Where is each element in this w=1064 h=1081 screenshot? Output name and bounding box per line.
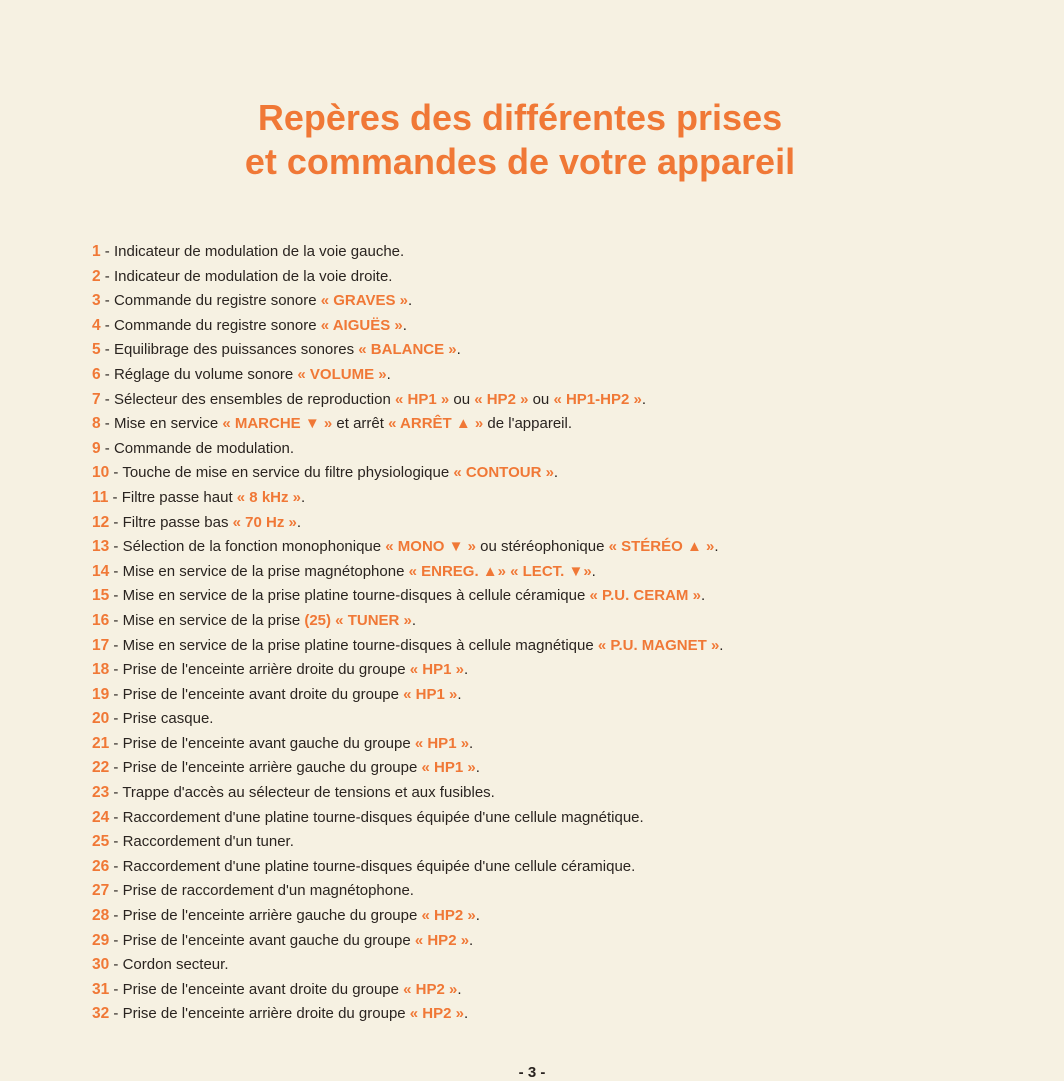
- item-label-highlight: « VOLUME »: [297, 365, 387, 383]
- item-number: 23: [92, 784, 110, 802]
- item-number: 30: [92, 956, 110, 974]
- legend-list: [92, 240, 723, 1027]
- item-text: Raccordement d'un tuner.: [122, 833, 294, 851]
- item-label-highlight: « HP1 »: [394, 390, 450, 408]
- item-separator: -: [109, 538, 123, 556]
- item-label-highlight: (25) « TUNER »: [304, 611, 412, 629]
- item-number: 1: [92, 243, 101, 260]
- legend-item: [92, 486, 723, 511]
- legend-item: [92, 289, 723, 314]
- item-text: Trappe d'accès au sélecteur de tensions et aux fusibles.: [122, 784, 495, 802]
- item-number: 9: [92, 439, 101, 457]
- item-separator: -: [100, 341, 114, 359]
- item-text: .: [464, 1005, 469, 1023]
- item-text: Commande de modulation.: [113, 439, 295, 457]
- item-text: Mise en service de la prise magnétophone: [122, 562, 409, 580]
- item-number: 11: [92, 488, 109, 506]
- item-label-highlight: « HP2 »: [409, 1005, 464, 1023]
- legend-item: [92, 830, 723, 855]
- item-number: 3: [92, 292, 101, 310]
- item-number: 2: [92, 267, 101, 285]
- page-number: - 3 -: [518, 1064, 546, 1081]
- item-separator: -: [109, 562, 123, 580]
- item-label-highlight: « P.U. CERAM »: [589, 587, 701, 605]
- legend-item: [92, 511, 723, 536]
- item-text: .: [469, 734, 474, 752]
- item-text: ou: [528, 390, 554, 408]
- legend-item: [92, 609, 723, 634]
- item-separator: -: [109, 734, 123, 752]
- item-separator: -: [109, 710, 123, 728]
- item-separator: -: [109, 808, 123, 826]
- legend-item: [92, 388, 723, 413]
- legend-item: [92, 363, 723, 388]
- item-number: 22: [92, 759, 110, 777]
- item-label-highlight: « BALANCE »: [358, 341, 457, 359]
- page-title-line-2: et commandes de votre appareil: [244, 141, 796, 182]
- item-label-highlight: « HP2 »: [414, 931, 470, 949]
- item-label-highlight: « 70 Hz »: [232, 513, 297, 531]
- item-label-highlight: « HP2 »: [421, 907, 476, 925]
- item-text: Indicateur de modulation de la voie droite.: [113, 267, 393, 285]
- item-number: 32: [92, 1005, 110, 1023]
- legend-item: [92, 978, 723, 1003]
- item-text: Prise de raccordement d'un magnétophone.: [122, 882, 414, 900]
- item-text: Filtre passe bas: [122, 513, 233, 531]
- item-number: 31: [92, 980, 110, 998]
- item-number: 6: [92, 365, 101, 383]
- item-separator: -: [109, 636, 123, 654]
- item-number: 12: [92, 513, 110, 531]
- item-text: et arrêt: [332, 415, 389, 433]
- item-text: Filtre passe haut: [121, 488, 237, 506]
- item-number: 5: [92, 341, 101, 359]
- item-separator: -: [109, 759, 123, 777]
- legend-item: [92, 535, 723, 560]
- item-text: Equilibrage des puissances sonores: [113, 341, 359, 359]
- item-number: 16: [92, 611, 110, 629]
- item-text: .: [296, 513, 302, 531]
- item-text: Raccordement d'une platine tourne-disques équipée d'une cellule magnétique.: [122, 808, 644, 826]
- item-separator: -: [109, 956, 123, 974]
- item-separator: -: [109, 661, 123, 679]
- item-number: 29: [92, 931, 110, 949]
- item-label-highlight: « HP1 »: [403, 685, 458, 703]
- item-separator: -: [100, 292, 114, 310]
- item-text: Mise en service de la prise platine tourne-disques à cellule magnétique: [122, 636, 598, 654]
- item-text: Touche de mise en service du filtre physiologique: [122, 464, 454, 482]
- item-separator: -: [109, 931, 123, 949]
- item-text: Prise de l'enceinte arrière gauche du groupe: [122, 907, 422, 925]
- item-separator: -: [100, 243, 114, 260]
- item-label-highlight: « 8 kHz »: [236, 488, 302, 506]
- legend-item: [92, 707, 723, 732]
- item-number: 18: [92, 661, 110, 679]
- item-separator: -: [109, 980, 123, 998]
- item-text: Prise casque.: [122, 710, 214, 728]
- item-text: Prise de l'enceinte avant droite du groupe: [122, 980, 404, 998]
- item-number: 17: [92, 636, 110, 654]
- legend-item: [92, 855, 723, 880]
- item-number: 7: [92, 390, 101, 408]
- item-text: Mise en service: [113, 415, 223, 433]
- item-label-highlight: « HP1 »: [414, 734, 470, 752]
- item-label-highlight: « GRAVES »: [320, 292, 409, 310]
- item-label-highlight: « ARRÊT ▲ »: [388, 415, 484, 433]
- item-separator: -: [109, 833, 123, 851]
- item-number: 13: [92, 538, 110, 556]
- item-text: .: [700, 587, 706, 605]
- item-text: Cordon secteur.: [122, 956, 229, 974]
- item-text: Prise de l'enceinte arrière droite du groupe: [122, 1005, 410, 1023]
- legend-item: [92, 781, 723, 806]
- legend-item: [92, 904, 723, 929]
- item-label-highlight: « STÉRÉO ▲ »: [608, 538, 715, 556]
- item-text: .: [464, 661, 469, 679]
- item-number: 27: [92, 882, 110, 900]
- item-text: .: [402, 316, 407, 334]
- item-number: 10: [92, 464, 110, 482]
- item-number: 19: [92, 685, 110, 703]
- item-text: Mise en service de la prise platine tourne-disques à cellule céramique: [122, 587, 590, 605]
- legend-item: [92, 634, 723, 659]
- item-text: .: [714, 538, 719, 556]
- legend-item: [92, 806, 723, 831]
- item-text: Indicateur de modulation de la voie gauche.: [113, 243, 405, 260]
- legend-item: [92, 412, 723, 437]
- item-number: 25: [92, 833, 110, 851]
- item-separator: -: [100, 439, 114, 457]
- item-text: Commande du registre sonore: [113, 292, 321, 310]
- item-separator: -: [100, 267, 114, 285]
- legend-item: [92, 929, 723, 954]
- item-separator: -: [109, 685, 123, 703]
- item-label-highlight: « HP2 »: [403, 980, 458, 998]
- item-separator: -: [109, 784, 123, 802]
- item-text: .: [301, 488, 306, 506]
- legend-item: [92, 560, 723, 585]
- legend-item: [92, 658, 723, 683]
- item-number: 26: [92, 857, 110, 875]
- item-text: .: [408, 292, 413, 310]
- item-text: .: [641, 390, 646, 408]
- item-separator: -: [100, 316, 114, 334]
- legend-item: [92, 461, 723, 486]
- item-text: Sélecteur des ensembles de reproduction: [113, 390, 395, 408]
- item-separator: -: [100, 415, 114, 433]
- item-label-highlight: « CONTOUR »: [453, 464, 554, 482]
- item-text: .: [469, 931, 474, 949]
- item-number: 21: [92, 734, 110, 752]
- legend-item: [92, 584, 723, 609]
- legend-item: [92, 953, 723, 978]
- item-separator: -: [109, 587, 123, 605]
- item-separator: -: [109, 611, 123, 629]
- item-label-highlight: « HP1 »: [409, 661, 464, 679]
- item-separator: -: [109, 882, 123, 900]
- item-text: .: [719, 636, 724, 654]
- item-separator: -: [109, 1005, 123, 1023]
- item-separator: -: [100, 390, 114, 408]
- item-text: Raccordement d'une platine tourne-disques équipée d'une cellule céramique.: [122, 857, 636, 875]
- item-number: 20: [92, 710, 110, 728]
- item-text: Sélection de la fonction monophonique: [122, 538, 386, 556]
- item-text: ou: [449, 390, 475, 408]
- item-separator: -: [100, 365, 114, 383]
- item-label-highlight: « P.U. MAGNET »: [597, 636, 720, 654]
- item-separator: -: [109, 907, 123, 925]
- item-text: .: [457, 685, 462, 703]
- item-separator: -: [109, 857, 123, 875]
- item-label-highlight: « MARCHE ▼ »: [222, 415, 333, 433]
- item-text: Prise de l'enceinte avant droite du groupe: [122, 685, 404, 703]
- item-text: Prise de l'enceinte arrière gauche du groupe: [122, 759, 422, 777]
- item-separator: -: [108, 488, 122, 506]
- legend-item: [92, 437, 723, 462]
- item-label-highlight: « HP1 »: [421, 759, 476, 777]
- item-text: .: [457, 980, 462, 998]
- item-text: Commande du registre sonore: [113, 316, 321, 334]
- item-text: .: [553, 464, 559, 482]
- item-label-highlight: « MONO ▼ »: [385, 538, 476, 556]
- item-text: .: [475, 759, 480, 777]
- legend-item: [92, 240, 723, 265]
- item-separator: -: [109, 513, 123, 531]
- item-number: 14: [92, 562, 110, 580]
- item-number: 24: [92, 808, 110, 826]
- legend-item: [92, 314, 723, 339]
- item-text: Mise en service de la prise: [122, 611, 305, 629]
- item-label-highlight: « HP1-HP2 »: [553, 390, 642, 408]
- legend-item: [92, 1002, 723, 1027]
- item-text: Prise de l'enceinte arrière droite du groupe: [122, 661, 410, 679]
- item-text: Réglage du volume sonore: [113, 365, 298, 383]
- legend-item: [92, 879, 723, 904]
- item-text: .: [386, 365, 391, 383]
- item-text: Prise de l'enceinte avant gauche du groupe: [122, 931, 415, 949]
- page-title-line-1: Repères des différentes prises: [257, 97, 783, 138]
- item-label-highlight: « HP2 »: [474, 390, 529, 408]
- item-separator: -: [109, 464, 123, 482]
- item-number: 4: [92, 316, 101, 334]
- item-text: .: [475, 907, 480, 925]
- item-number: 8: [92, 415, 101, 433]
- item-number: 28: [92, 907, 110, 925]
- item-text: .: [591, 562, 596, 580]
- legend-item: [92, 732, 723, 757]
- item-text: de l'appareil.: [483, 415, 572, 433]
- page-title: [0, 96, 1040, 184]
- item-label-highlight: « AIGUËS »: [320, 316, 403, 334]
- legend-item: [92, 683, 723, 708]
- item-text: Prise de l'enceinte avant gauche du groupe: [122, 734, 415, 752]
- item-text: ou stéréophonique: [476, 538, 609, 556]
- legend-item: [92, 338, 723, 363]
- item-text: .: [411, 611, 417, 629]
- legend-item: [92, 265, 723, 290]
- item-number: 15: [92, 587, 110, 605]
- legend-item: [92, 756, 723, 781]
- item-text: .: [456, 341, 461, 359]
- item-label-highlight: « ENREG. ▲» « LECT. ▼»: [408, 562, 592, 580]
